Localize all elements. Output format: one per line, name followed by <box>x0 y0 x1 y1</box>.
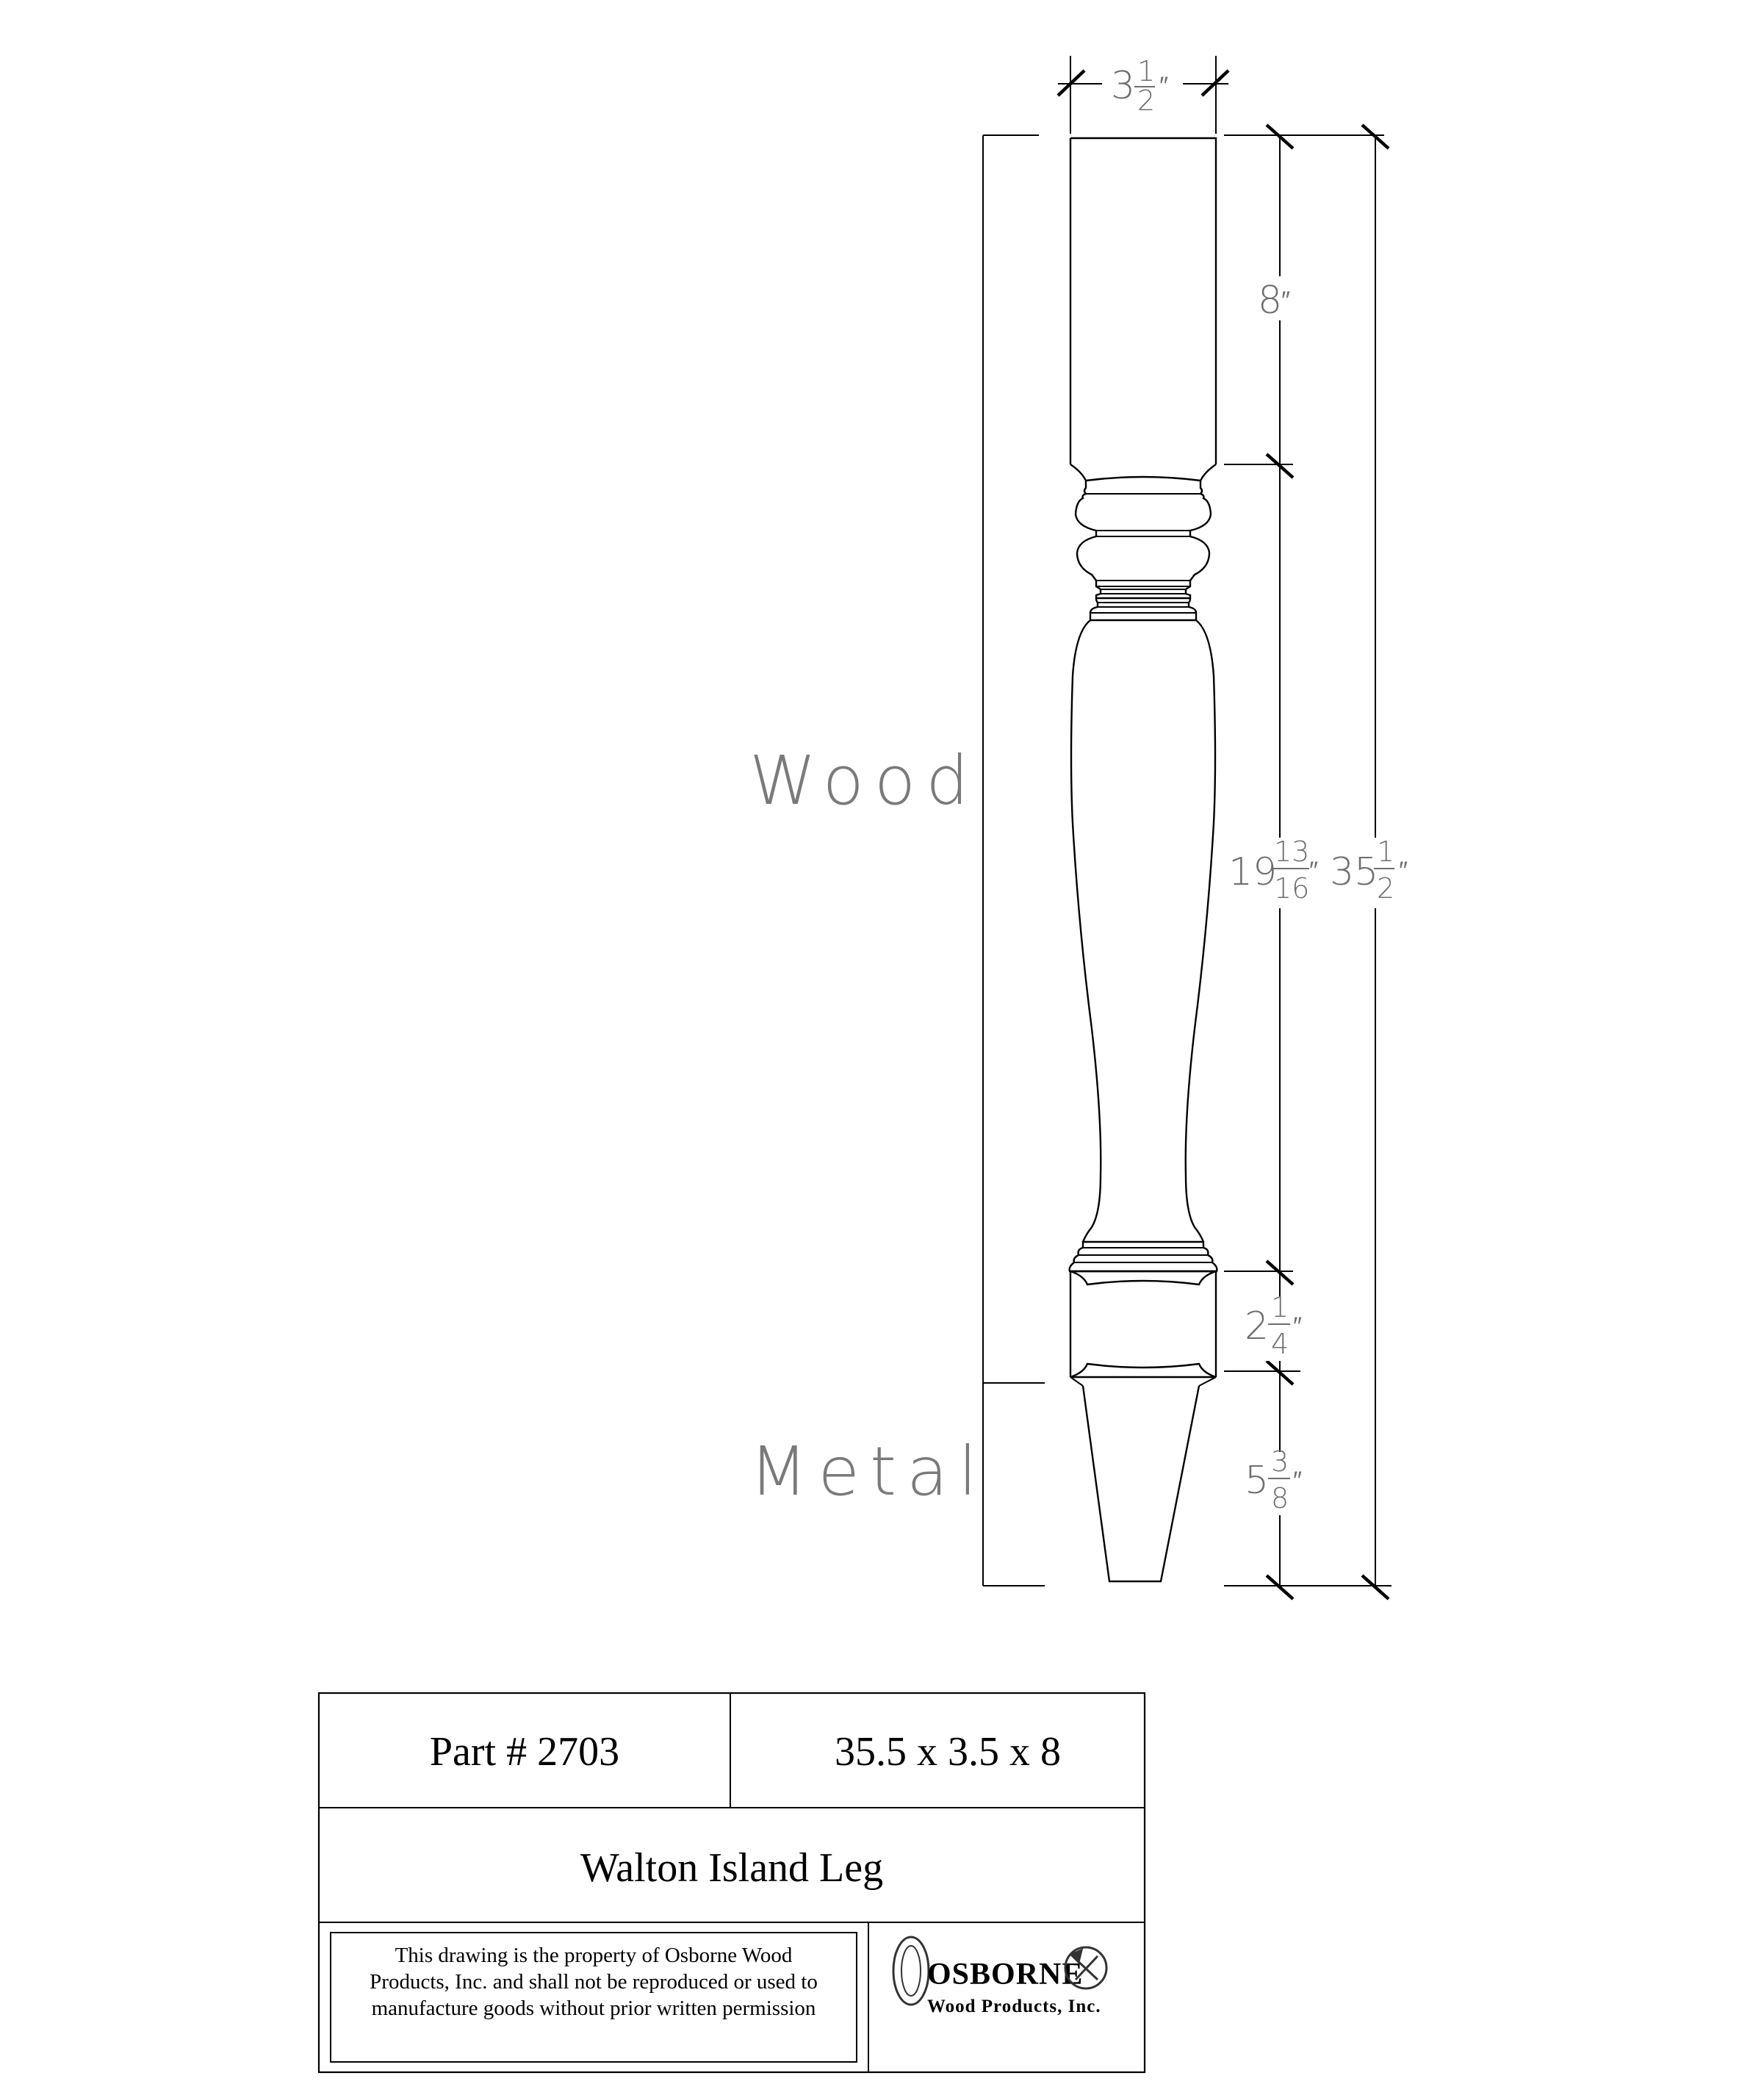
svg-text:8: 8 <box>1271 1482 1289 1514</box>
svg-text:″: ″ <box>1159 71 1169 101</box>
logo-wordmark: OSBORNE <box>927 1958 1084 1991</box>
svg-text:3: 3 <box>1271 1445 1289 1478</box>
svg-text:This drawing is the property o: This drawing is the property of Osborne Wood <box>395 1944 793 1967</box>
copyright-notice <box>370 1944 818 2020</box>
svg-text:1: 1 <box>1271 1291 1289 1323</box>
logo-tagline: Wood Products, Inc. <box>927 1997 1101 2016</box>
dimension-width-label <box>1102 55 1183 117</box>
osborne-logo <box>893 1937 1106 2016</box>
dimension-overall-label <box>1330 836 1422 908</box>
svg-text:″: ″ <box>1281 286 1291 315</box>
title-block <box>319 1693 1145 2072</box>
material-label-wood: Wood <box>749 741 979 820</box>
dimension-lines <box>983 56 1395 1599</box>
svg-text:2: 2 <box>1245 1304 1270 1348</box>
svg-text:2: 2 <box>1377 872 1395 905</box>
svg-text:1: 1 <box>1137 55 1156 87</box>
part-number: Part # 2703 <box>429 1729 620 1775</box>
svg-text:″: ″ <box>1293 1312 1303 1341</box>
svg-text:13: 13 <box>1274 836 1310 868</box>
svg-text:3: 3 <box>1111 64 1136 108</box>
svg-text:35: 35 <box>1330 850 1379 894</box>
svg-text:Products, Inc. and shall not b: Products, Inc. and shall not be reproduced or used to <box>370 1970 818 1994</box>
dimension-bottom-block-label <box>1242 1291 1315 1361</box>
svg-text:2: 2 <box>1137 85 1156 117</box>
dimension-metal-foot-label <box>1242 1445 1315 1515</box>
svg-text:5: 5 <box>1245 1459 1270 1503</box>
material-label-metal: Metal <box>749 1432 987 1511</box>
leg-outline <box>1070 138 1217 1581</box>
svg-text:8: 8 <box>1258 279 1283 323</box>
svg-text:″: ″ <box>1399 856 1408 885</box>
svg-text:19: 19 <box>1228 850 1278 894</box>
dimension-top-block-label <box>1249 276 1311 323</box>
svg-text:″: ″ <box>1293 1466 1303 1495</box>
svg-text:manufacture goods without prio: manufacture goods without prior written permission <box>371 1997 816 2020</box>
dimension-turned-section-label <box>1228 836 1327 908</box>
part-name: Walton Island Leg <box>580 1845 884 1891</box>
svg-text:1: 1 <box>1377 836 1395 868</box>
part-size: 35.5 x 3.5 x 8 <box>835 1729 1061 1775</box>
svg-text:″: ″ <box>1309 856 1319 885</box>
svg-text:4: 4 <box>1271 1328 1289 1360</box>
svg-text:16: 16 <box>1274 872 1310 905</box>
